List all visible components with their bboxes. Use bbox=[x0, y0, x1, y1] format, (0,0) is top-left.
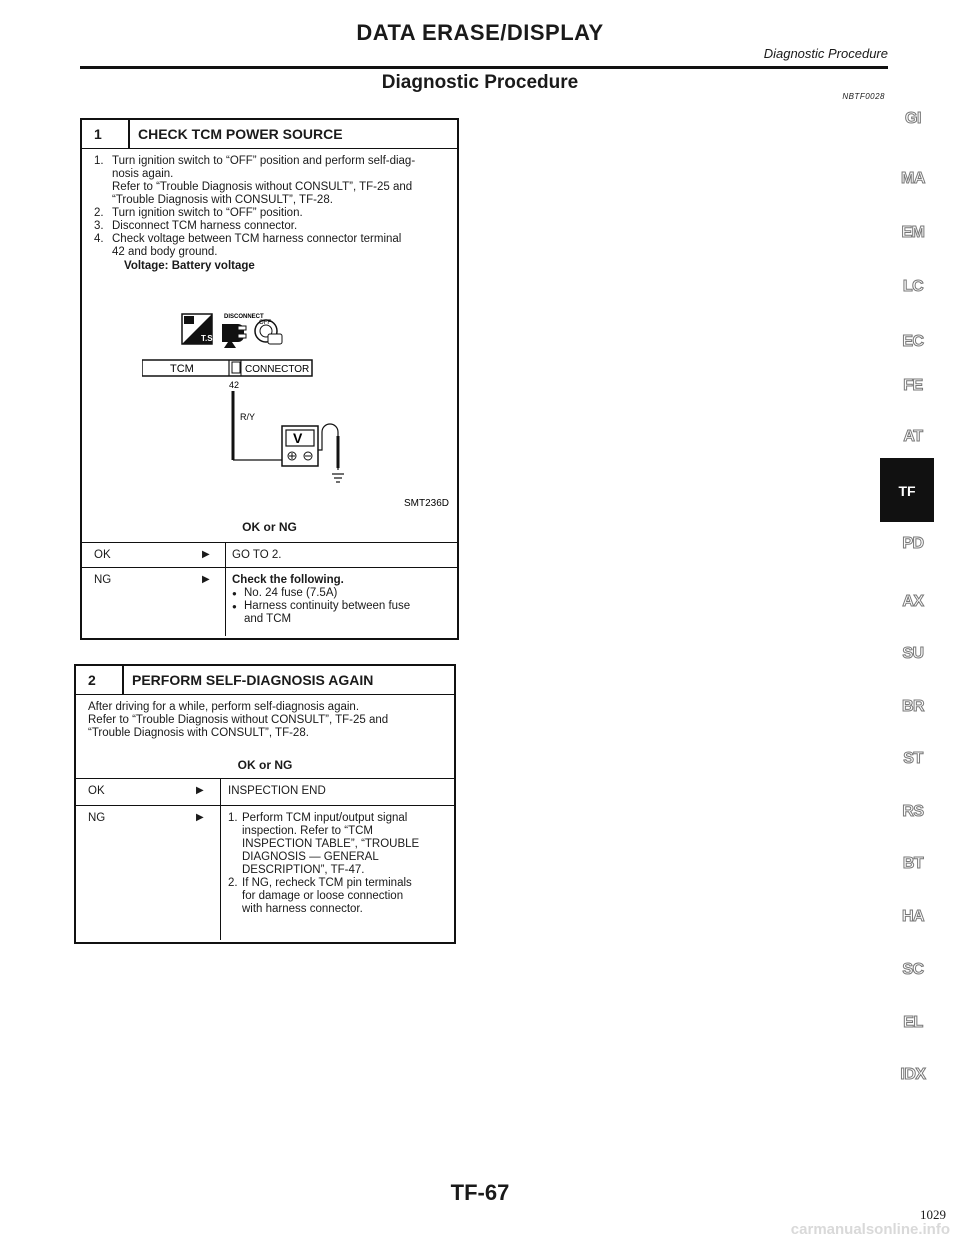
connector-label: CONNECTOR bbox=[245, 364, 310, 375]
section-tab-tf-active[interactable]: TF bbox=[898, 483, 916, 499]
ng-label: NG bbox=[88, 812, 106, 824]
ng-action bbox=[228, 812, 419, 916]
header-title: DATA ERASE/DISPLAY bbox=[356, 20, 604, 45]
ng-heading: Check the following. bbox=[232, 574, 344, 586]
step2-header-divider bbox=[122, 666, 124, 694]
list-item: 2. If NG, recheck TCM pin terminals for damage or loose connection with harness connector. bbox=[228, 877, 412, 915]
step1-header-divider bbox=[128, 120, 130, 148]
section-tab-br[interactable]: BR bbox=[901, 698, 925, 715]
ng-row bbox=[82, 568, 457, 636]
section-tab-bt[interactable]: BT bbox=[902, 855, 924, 872]
page-subtitle: Diagnostic Procedure bbox=[381, 72, 579, 93]
step1-box bbox=[80, 118, 459, 640]
instruction-item: 4. Check voltage between TCM harness connector terminal 42 and body ground. bbox=[94, 233, 402, 258]
figure-id: SMT236D bbox=[404, 498, 450, 509]
section-tab-idx[interactable]: IDX bbox=[900, 1066, 926, 1083]
step1-instructions bbox=[94, 155, 445, 259]
step2-result-table bbox=[76, 778, 454, 940]
section-tab-st[interactable]: ST bbox=[903, 750, 923, 767]
section-tab-ec[interactable]: EC bbox=[902, 333, 924, 350]
section-tab-at[interactable]: AT bbox=[903, 428, 923, 445]
section-tab-su[interactable]: SU bbox=[902, 645, 924, 662]
arrow-right-icon: ▶ bbox=[196, 785, 204, 796]
section-tab-em[interactable]: EM bbox=[901, 224, 925, 241]
connector-test-diagram bbox=[142, 310, 452, 510]
arrow-right-icon: ▶ bbox=[196, 812, 204, 823]
section-tab-ax[interactable]: AX bbox=[902, 593, 924, 610]
ng-row bbox=[76, 806, 454, 940]
wire-color-label: R/Y bbox=[240, 412, 256, 422]
step2-title: PERFORM SELF-DIAGNOSIS AGAIN bbox=[132, 672, 374, 688]
connector-icon bbox=[222, 324, 246, 348]
section-tab-pd[interactable]: PD bbox=[902, 535, 924, 552]
ng-checks bbox=[232, 587, 410, 626]
reference-code: NBTF0028 bbox=[842, 92, 885, 101]
terminal-number: 42 bbox=[229, 380, 240, 390]
section-tab-ma[interactable]: MA bbox=[901, 170, 925, 187]
list-item: ● No. 24 fuse (7.5A) bbox=[232, 587, 410, 600]
sheet-stamp-number: 1029 bbox=[920, 1207, 946, 1222]
ok-row bbox=[82, 543, 457, 568]
arrow-right-icon: ▶ bbox=[202, 549, 210, 560]
section-tab-ha[interactable]: HA bbox=[901, 908, 925, 925]
step2-header bbox=[76, 666, 454, 695]
step1-ok-ng-heading: OK or NG bbox=[242, 520, 297, 534]
step2-box bbox=[74, 664, 456, 944]
ok-label: OK bbox=[88, 785, 105, 797]
step2-ok-ng-heading: OK or NG bbox=[237, 758, 293, 772]
instruction-item: 3. Disconnect TCM harness connector. bbox=[94, 220, 298, 232]
tcm-connector-label bbox=[142, 360, 312, 376]
watermark: carmanualsonline.info bbox=[790, 1221, 950, 1238]
ok-label: OK bbox=[94, 549, 111, 561]
ng-action bbox=[232, 574, 410, 626]
step2-body: After driving for a while, perform self-diagnosis again. Refer to “Trouble Diagnosis without CONSULT”, TF-25 and “Trouble Diagnosis with CONSULT”, TF-28. bbox=[88, 701, 389, 739]
tcm-label: TCM bbox=[170, 363, 194, 375]
step1-number: 1 bbox=[94, 126, 102, 142]
arrow-right-icon: ▶ bbox=[202, 574, 210, 585]
section-tab-el[interactable]: EL bbox=[903, 1014, 923, 1031]
step1-result-table bbox=[82, 542, 457, 636]
list-item: 1. Perform TCM input/output signal inspection. Refer to “TCM INSPECTION TABLE”, “TROUBLE DIAGNOSIS — GENERAL DESCRIPTION”, TF-47. bbox=[228, 812, 420, 876]
voltage-spec: Voltage: Battery voltage bbox=[124, 260, 255, 272]
ok-row bbox=[76, 779, 454, 806]
ng-label: NG bbox=[94, 574, 112, 586]
meter-circuit bbox=[233, 391, 344, 482]
section-tab-rs[interactable]: RS bbox=[902, 803, 924, 820]
step1-title: CHECK TCM POWER SOURCE bbox=[138, 126, 343, 142]
section-tab-gi[interactable]: GI bbox=[905, 110, 921, 127]
step1-body bbox=[82, 155, 457, 273]
ok-action: GO TO 2. bbox=[232, 549, 282, 561]
ts-disconnect-icon bbox=[182, 314, 215, 344]
section-tab-sc[interactable]: SC bbox=[902, 961, 924, 978]
section-tab-fe[interactable]: FE bbox=[903, 377, 923, 394]
disconnect-label: DISCONNECT bbox=[224, 314, 264, 320]
section-tab-lc[interactable]: LC bbox=[902, 278, 924, 295]
instruction-item: 2. Turn ignition switch to “OFF” position. bbox=[94, 207, 303, 219]
voltmeter-label: V bbox=[293, 430, 303, 446]
off-label: OFF bbox=[259, 320, 271, 326]
header-section-label: Diagnostic Procedure bbox=[763, 46, 888, 61]
ignition-off-icon bbox=[255, 320, 282, 344]
instruction-item: 1. Turn ignition switch to “OFF” position and perform self-diag- nosis again. Refer to “Trouble Diagnosis without CONSULT”, TF-25 and “Trouble Diagnosis with CONSULT”, TF-28. bbox=[94, 155, 416, 206]
step1-header bbox=[82, 120, 457, 149]
ts-label: T.S. bbox=[201, 334, 215, 343]
step2-number: 2 bbox=[88, 672, 96, 688]
header-rule bbox=[80, 66, 888, 69]
list-item: ● Harness continuity between fuse and TCM bbox=[232, 600, 410, 626]
page-number: TF-67 bbox=[450, 1180, 510, 1205]
ng-steps bbox=[228, 812, 419, 916]
ok-action: INSPECTION END bbox=[228, 785, 326, 797]
